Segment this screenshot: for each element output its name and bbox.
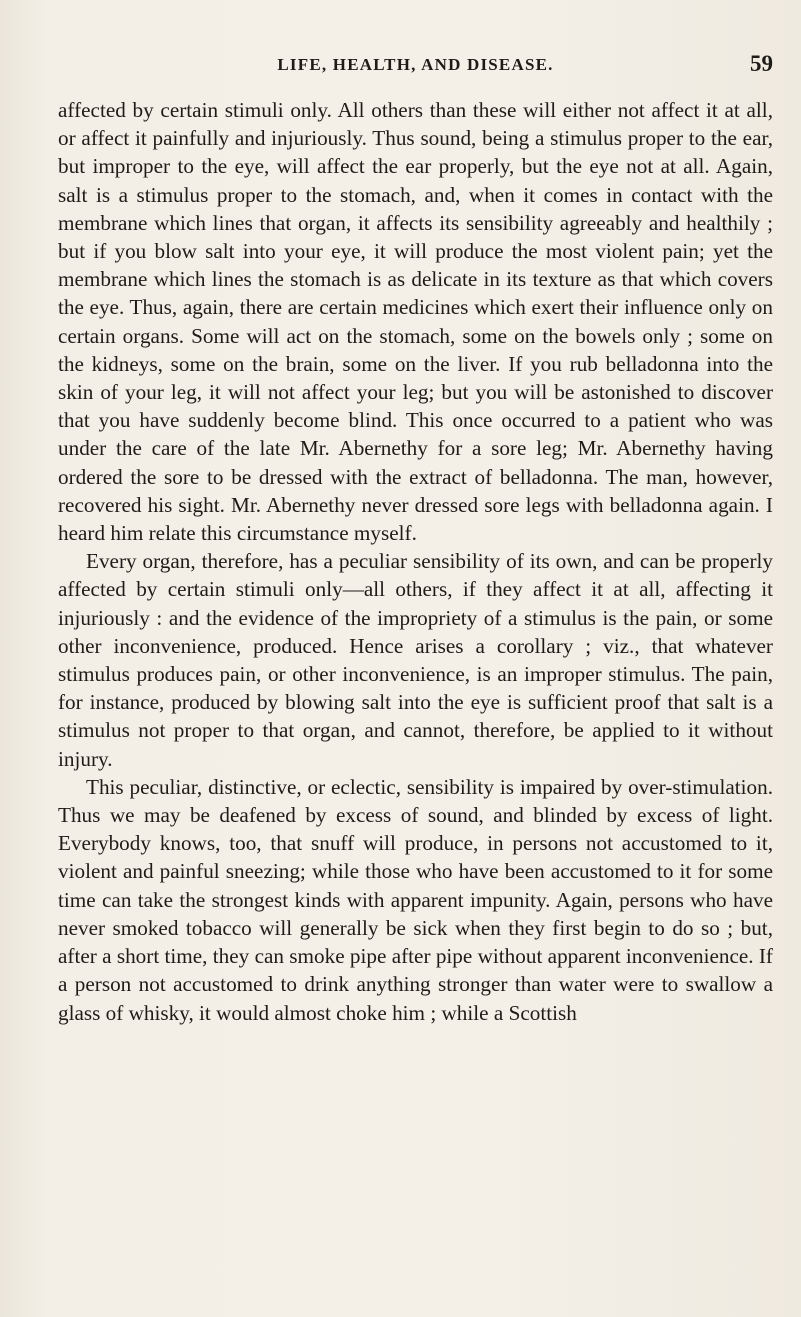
paragraph: Every organ, therefore, has a peculiar sensibility of its own, and can be properly affected by certain stimuli only—all others, if they affect it at all, affecting it injuriously : and the evidence of the impropriety of a stimulus is the pain, or some other inconvenience, produced. Hence arises a corollary ; viz., that whatever stimulus produces pain, or other inconvenience, is an improper stimulus. The pain, for instance, produced by blowing salt into the eye is sufficient proof that salt is a stimulus not proper to that organ, and cannot, therefore, be applied to it without injury. (58, 549, 773, 771)
page-number: 59 (750, 51, 773, 76)
running-title: LIFE, HEALTH, AND DISEASE. (277, 55, 554, 74)
paragraph: This peculiar, distinctive, or eclectic, sensibility is impaired by over-stimulation. Thus we may be deafened by excess of sound, and blinded by excess of light. Everybody knows, too, that snuff will produce, in persons not accustomed to it, violent and painful sneezing; while those who have been accustomed to it for some time can take the strongest kinds with apparent impunity. Again, persons who have never smoked tobacco will generally be sick when they first begin to do so ; but, after a short time, they can smoke pipe after pipe without apparent inconvenience. If a person not accustomed to drink anything stronger than water were to swallow a glass of whisky, it would almost choke him ; while a Scottish (58, 774, 773, 1025)
paragraph-continued: affected by certain stimuli only. All others than these will either not affect it at all, or affect it painfully and injuriously. Thus sound, being a stimulus proper to the ear, but improper to the eye, will affect the ear properly, but the eye not at all. Again, salt is a stimulus proper to the stomach, and, when it comes in contact with the membrane which lines that organ, it affects its sensibility agreeably and healthily ; but if you blow salt into your eye, it will produce the most violent pain; yet the membrane which lines the stomach is as delicate in its texture as that which covers the eye. Thus, again, there are certain medicines which exert their influence only on certain organs. Some will act on the stomach, some on the bowels only ; some on the kidneys, some on the brain, some on the liver. If you rub belladonna into the skin of your leg, it will not affect your leg; but you will be astonished to discover that you have suddenly become blind. This once occurred to a patient who was under the care of the late Mr. Abernethy for a sore leg; Mr. Abernethy having ordered the sore to be dressed with the extract of belladonna. The man, however, recovered his sight. Mr. Abernethy never dressed sore legs with belladonna again. I heard him relate this circumstance myself. (58, 98, 773, 546)
running-head (58, 51, 773, 85)
body-text (58, 96, 773, 1027)
